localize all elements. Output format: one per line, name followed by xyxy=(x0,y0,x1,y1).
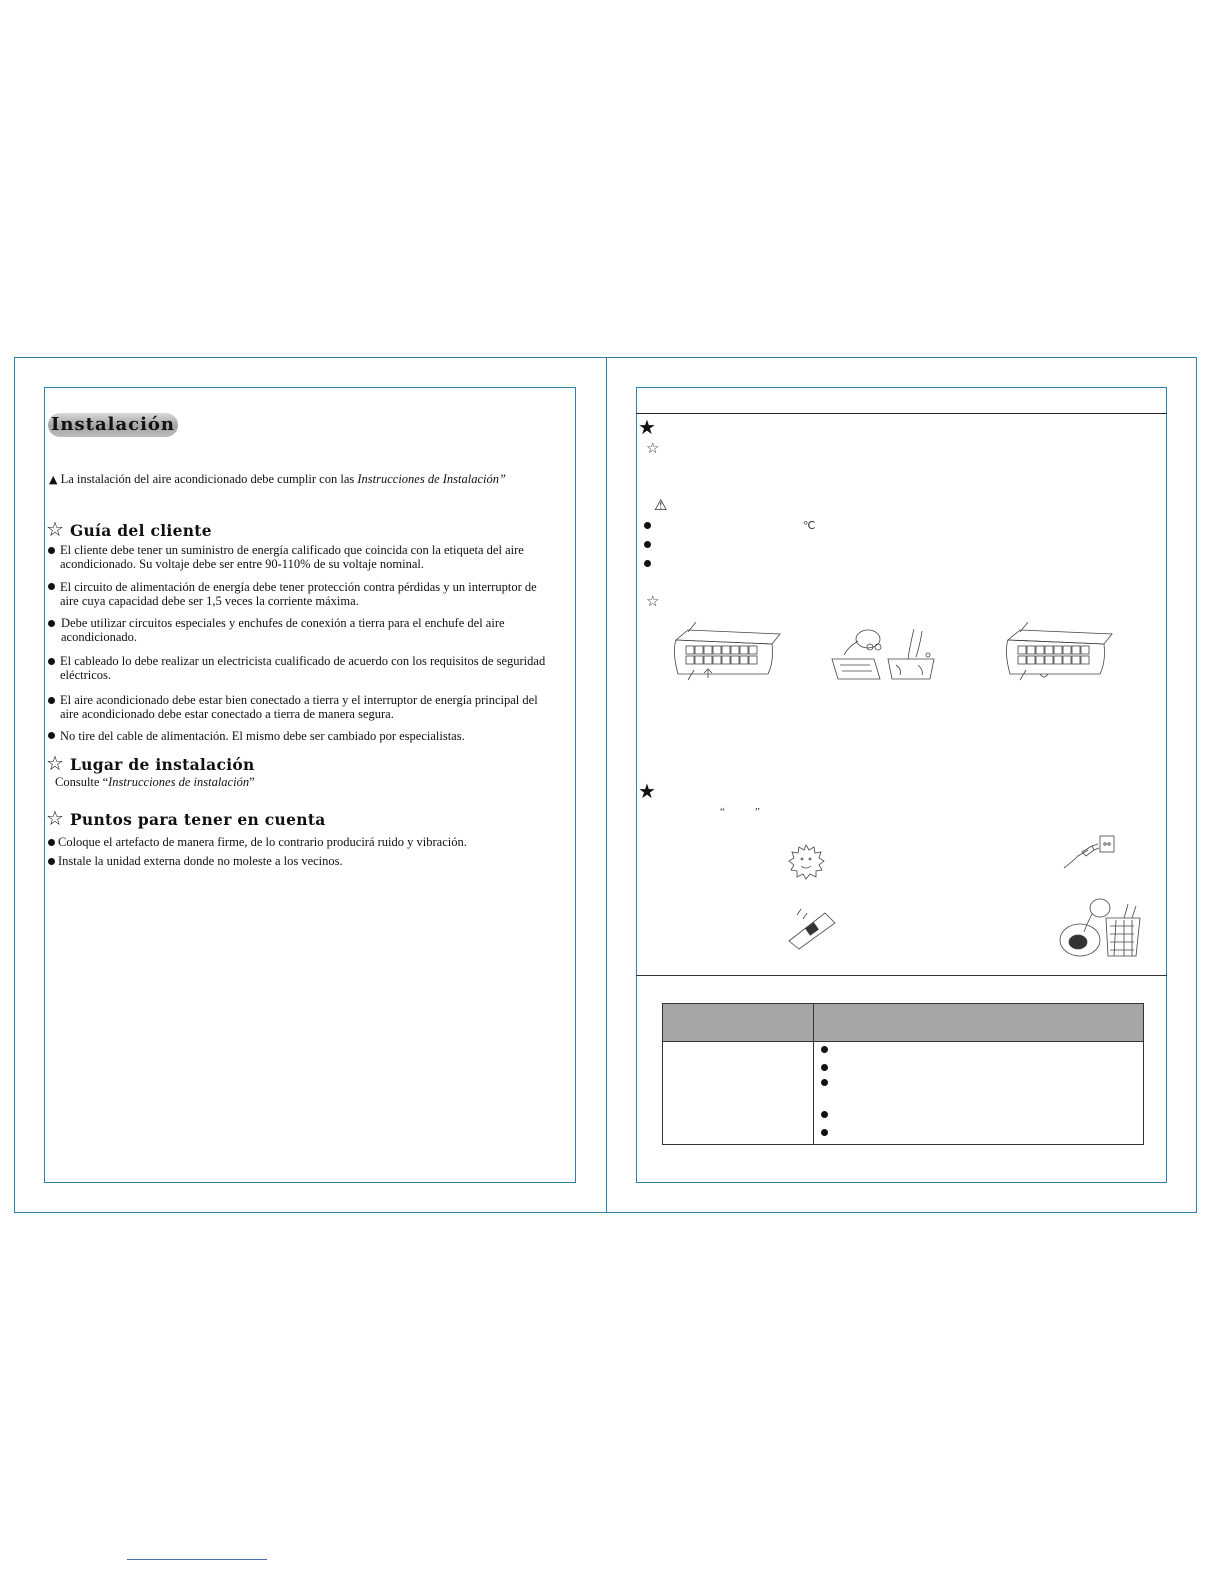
guide-item-3-line1: Debe utilizar circuitos especiales y enchufes de conexión a tierra para el enchufe del aire xyxy=(61,616,505,630)
customer-guide-heading xyxy=(46,519,212,541)
vacuum-washing-filter-illustration xyxy=(830,625,940,685)
star-filled-icon: ★ xyxy=(638,415,656,439)
bullet-icon xyxy=(48,658,55,665)
bullet-icon xyxy=(48,697,55,704)
bullet-icon xyxy=(48,839,55,846)
guide-item-6-line1: No tire del cable de alimentación. El mismo debe ser cambiado por especialistas. xyxy=(60,729,465,743)
table-header-rule xyxy=(663,1041,1143,1042)
guide-item-2-line2: aire cuya capacidad debe ser 1,5 veces la corriente máxima. xyxy=(60,594,359,608)
star-outline-icon: ☆ xyxy=(646,439,660,457)
bullet-icon xyxy=(48,583,55,590)
guide-item-3-line2: acondicionado. xyxy=(61,630,138,644)
unplug-icon xyxy=(1062,832,1118,872)
bullet-icon xyxy=(48,620,55,627)
bullet-icon xyxy=(644,522,651,529)
section-rule-top xyxy=(636,413,1167,414)
points-title: Puntos para tener en cuenta xyxy=(69,810,326,829)
triangle-icon: ▲ xyxy=(49,473,58,486)
indoor-unit-filter-illustration xyxy=(668,622,783,684)
table-column-rule xyxy=(813,1004,814,1144)
footer-link-underline xyxy=(127,1559,267,1560)
bullet-icon xyxy=(644,541,651,548)
points-item-1: Coloque el artefacto de manera firme, de lo contrario producirá ruido y vibración. xyxy=(58,835,467,849)
bullet-icon xyxy=(48,547,55,554)
star-outline-icon: ☆ xyxy=(646,592,660,610)
guide-item-1-line1: El cliente debe tener un suministro de energía calificado que coincida con la etiqueta del aire xyxy=(60,543,524,557)
cleaning-unit-icon xyxy=(1056,896,1146,960)
warning-icon: ⚠ xyxy=(654,496,668,514)
points-item-2: Instale la unidad externa donde no moleste a los vecinos. xyxy=(58,854,343,868)
bullet-icon xyxy=(48,858,55,865)
bullet-icon xyxy=(644,560,651,567)
customer-guide-title: Guía del cliente xyxy=(69,521,212,540)
intro-italic: Instrucciones de Instalación” xyxy=(357,472,506,486)
bullet-icon xyxy=(821,1079,828,1086)
bullet-icon xyxy=(821,1129,828,1136)
star-outline-icon: ☆ xyxy=(46,751,65,775)
temperature-symbol: ℃ xyxy=(803,520,816,532)
guide-item-2-line1: El circuito de alimentación de energía debe tener protección contra pérdidas y un interruptor de xyxy=(60,580,537,594)
bullet-icon xyxy=(821,1111,828,1118)
points-heading xyxy=(46,808,326,830)
guide-item-5-line1: El aire acondicionado debe estar bien conectado a tierra y el interruptor de energía principal del xyxy=(60,693,538,707)
close-quote: ” xyxy=(755,806,760,818)
indoor-unit-reinstall-illustration xyxy=(1000,622,1115,684)
sun-icon xyxy=(786,843,826,881)
star-outline-icon: ☆ xyxy=(46,517,65,541)
intro-line xyxy=(49,472,506,487)
table-header xyxy=(663,1004,1143,1041)
open-quote: “ xyxy=(720,806,725,818)
guide-item-5-line2: aire acondicionado debe estar conectado a tierra de manera segura. xyxy=(60,707,394,721)
guide-item-4-line2: eléctricos. xyxy=(60,668,112,682)
guide-item-4-line1: El cableado lo debe realizar un electricista cualificado de acuerdo con los requisitos de seguridad xyxy=(60,654,546,668)
remote-control-icon xyxy=(785,905,840,950)
guide-item-1-line2: acondicionado. Su voltaje debe ser entre 90-110% de su voltaje nominal. xyxy=(60,557,425,571)
install-place-heading xyxy=(46,753,255,775)
install-place-suffix: ” xyxy=(249,775,255,789)
page-title: Instalación xyxy=(48,413,178,437)
install-place-prefix: Consulte “ xyxy=(55,775,109,789)
install-place-title: Lugar de instalación xyxy=(69,755,255,774)
section-rule-bottom xyxy=(636,975,1167,976)
page-divider xyxy=(606,357,607,1213)
bullet-icon xyxy=(821,1046,828,1053)
install-place-text xyxy=(55,775,255,790)
bullet-icon xyxy=(821,1064,828,1071)
star-outline-icon: ☆ xyxy=(46,806,65,830)
install-place-italic: Instrucciones de instalación xyxy=(108,775,250,789)
star-filled-icon: ★ xyxy=(638,779,656,803)
bullet-icon xyxy=(48,732,55,739)
intro-text: La instalación del aire acondicionado debe cumplir con las xyxy=(60,472,358,486)
